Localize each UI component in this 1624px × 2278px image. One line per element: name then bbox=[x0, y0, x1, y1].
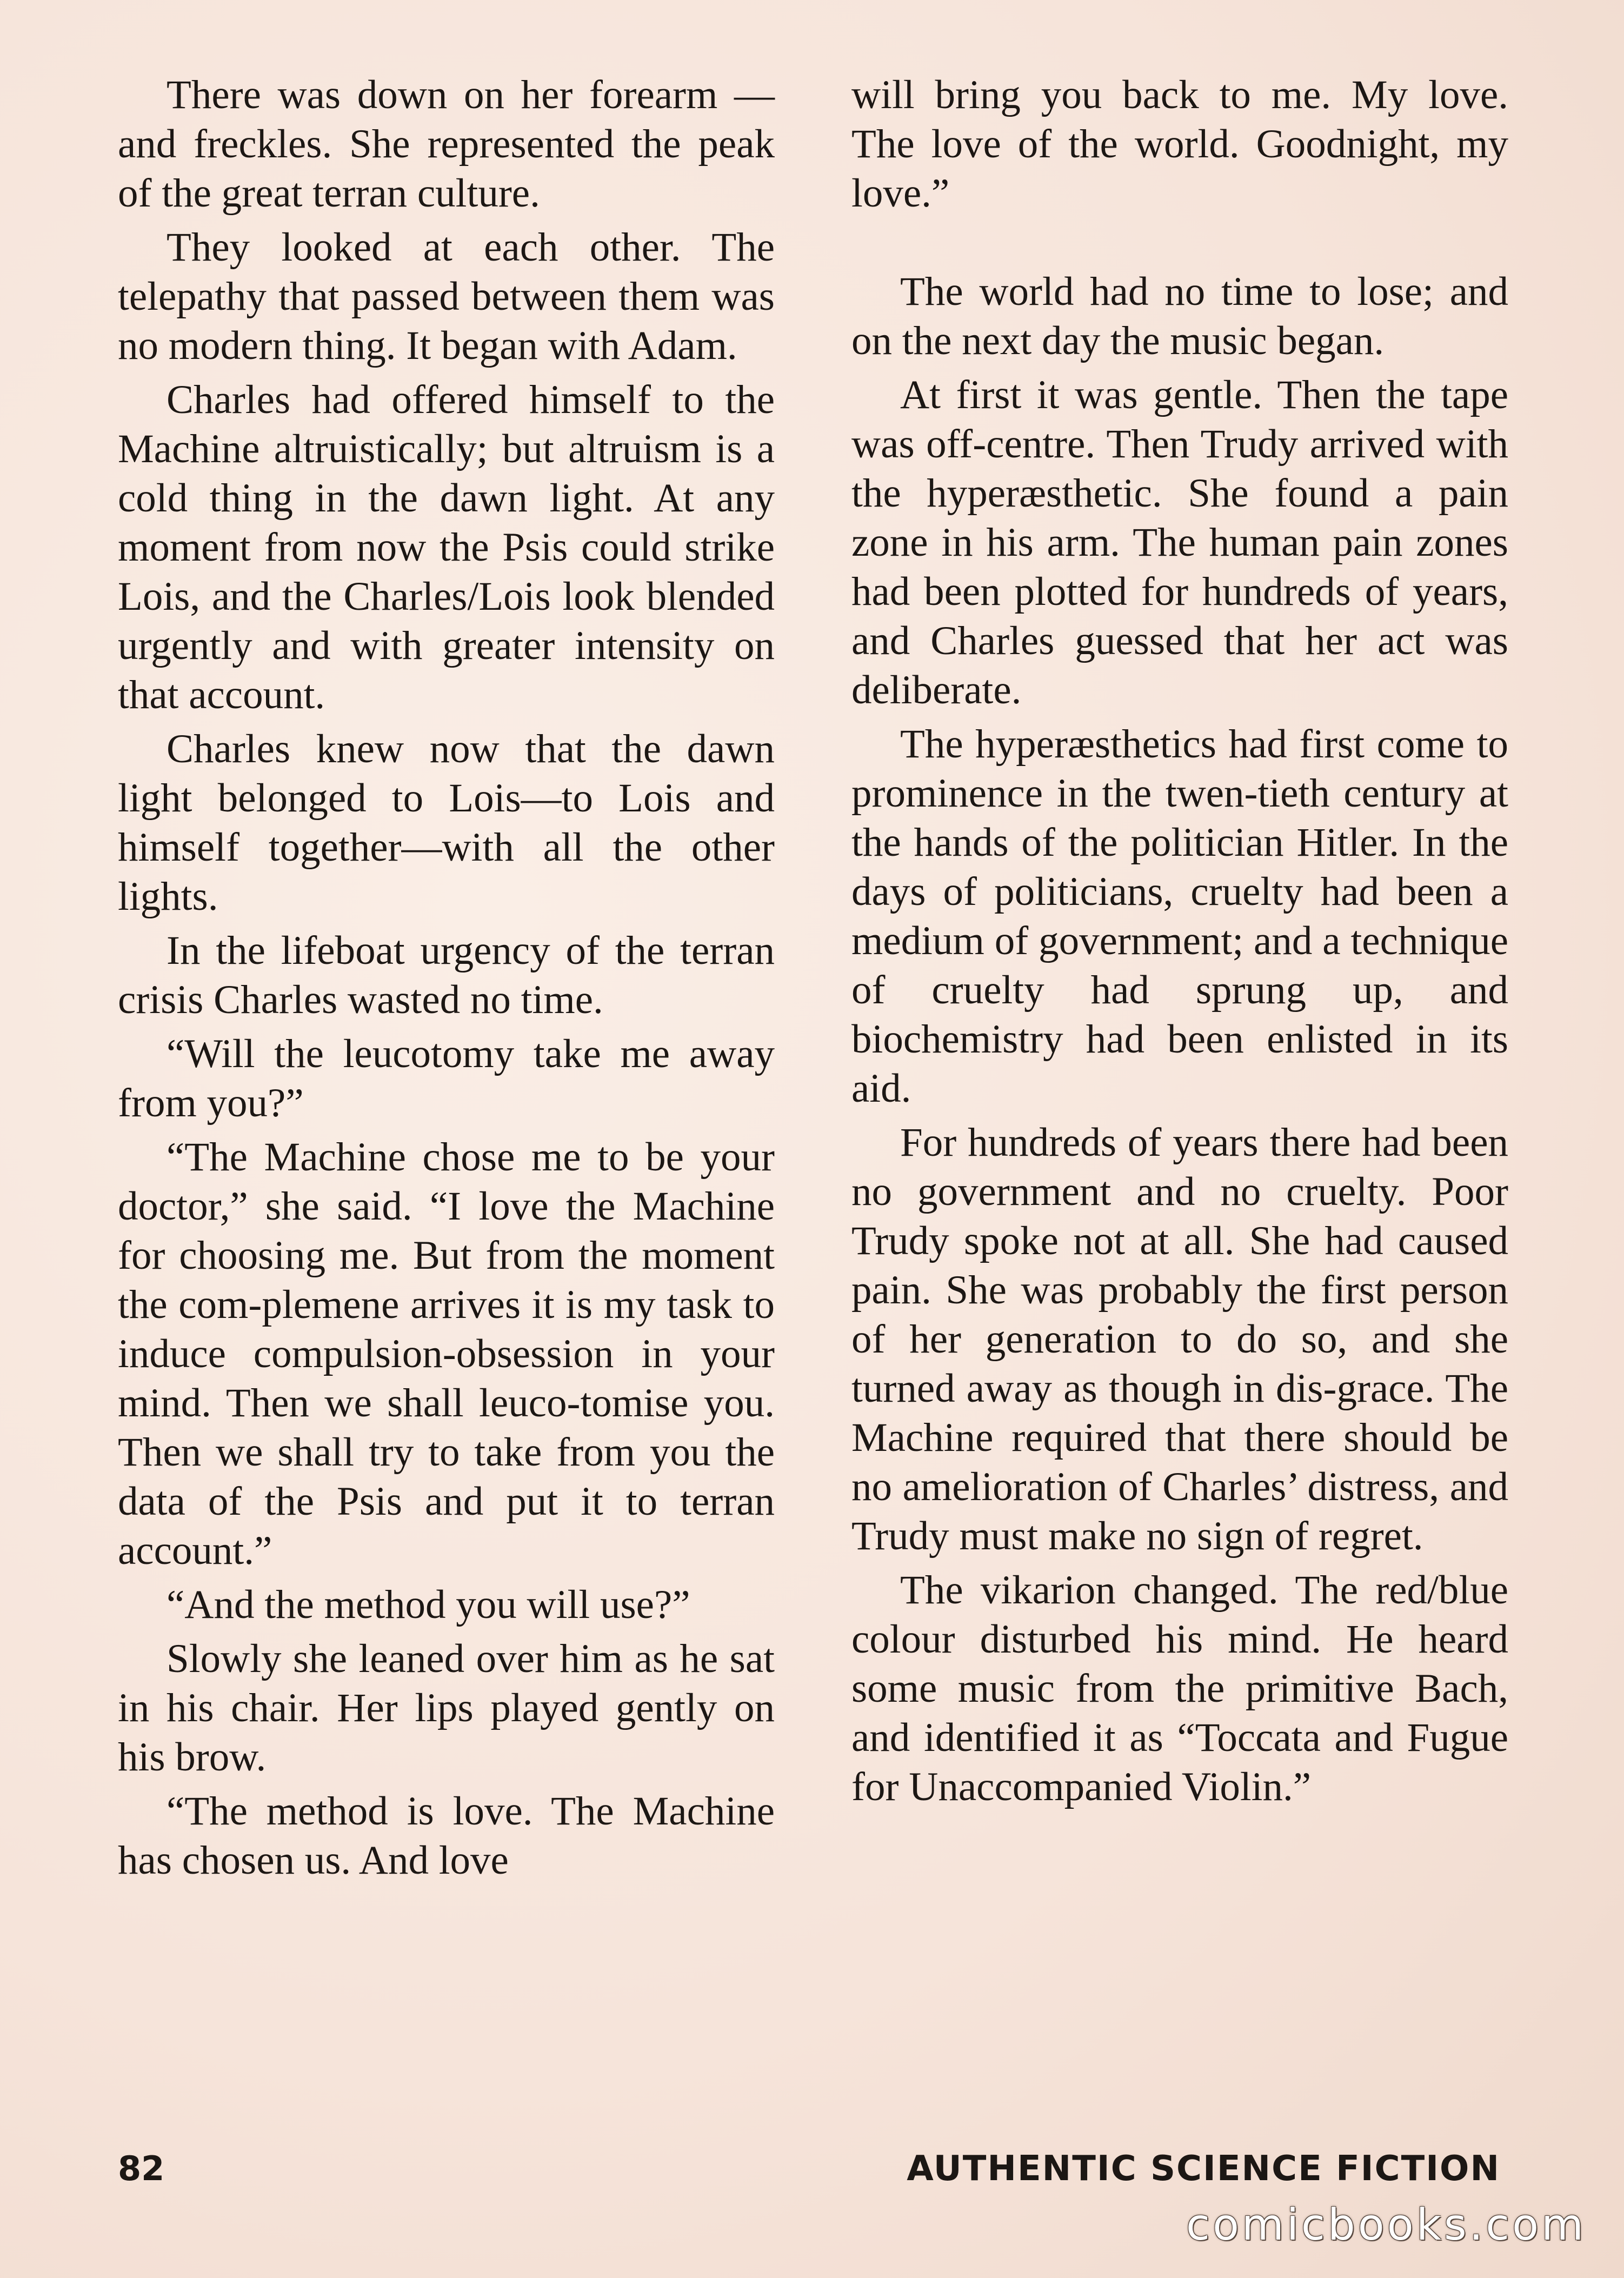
paragraph: Slowly she leaned over him as he sat in his chair. Her lips played gently on his brow. bbox=[118, 1636, 775, 1780]
paragraph: “Will the leucotomy take me away from you?” bbox=[118, 1031, 775, 1125]
paragraph: They looked at each other. The telepathy that passed between them was no modern thing. It began with Adam. bbox=[118, 225, 775, 368]
page-number: 82 bbox=[118, 2149, 165, 2188]
watermark: comicbooks.com bbox=[1186, 2200, 1586, 2250]
paragraph: The vikarion changed. The red/blue colour disturbed his mind. He heard some music from the primitive Bach, and identified it as “Toccata and Fugue for Unaccompanied Violin.” bbox=[851, 1568, 1508, 1809]
paragraph: “The Machine chose me to be your doctor,” she said. “I love the Machine for choosing me. But from the moment the com-plemene arrives it is my task to induce compulsion-obsession in your mind. Then we shall leuco-tomise you. Then we shall try to take from you the data of the Psis and put it to terran account.” bbox=[118, 1135, 775, 1573]
paragraph: The hyperæsthetics had first come to prominence in the twen-tieth century at the hands of the politician Hitler. In the days of politicians, cruelty had been a medium of government; and a technique of cruelty had sprung up, and biochemistry had been enlisted in its aid. bbox=[851, 722, 1508, 1111]
paragraph: Charles knew now that the dawn light belonged to Lois—to Lois and himself together—with all the other lights. bbox=[118, 727, 775, 919]
right-column bbox=[851, 70, 1508, 1816]
paragraph: Charles had offered himself to the Machine altruistically; but altruism is a cold thing in the dawn light. At any moment from now the Psis could strike Lois, and the Charles/Lois look blended urgently and with greater intensity on that account. bbox=[118, 377, 775, 717]
paragraph: In the lifeboat urgency of the terran crisis Charles wasted no time. bbox=[118, 928, 775, 1022]
magazine-title: AUTHENTIC SCIENCE FICTION bbox=[907, 2149, 1500, 2189]
paragraph: “The method is love. The Machine has chosen us. And love bbox=[118, 1789, 775, 1883]
left-column bbox=[118, 70, 775, 1890]
paragraph: will bring you back to me. My love. The love of the world. Goodnight, my love.” bbox=[851, 72, 1508, 216]
paragraph: At first it was gentle. Then the tape was off-centre. Then Trudy arrived with the hyperæsthetic. She found a pain zone in his arm. The human pain zones had been plotted for hundreds of years, and Charles guessed that her act was deliberate. bbox=[851, 372, 1508, 712]
paragraph: The world had no time to lose; and on the next day the music began. bbox=[851, 269, 1508, 363]
page-footer bbox=[118, 2147, 1500, 2196]
paragraph: There was down on her forearm —and freckles. She represented the peak of the great terran culture. bbox=[118, 72, 775, 216]
paragraph: For hundreds of years there had been no government and no cruelty. Poor Trudy spoke not at all. She had caused pain. She was probably the first person of her generation to do so, and she turned away as though in dis-grace. The Machine required that there should be no amelioration of Charles’ distress, and Trudy must make no sign of regret. bbox=[851, 1120, 1508, 1558]
paragraph: “And the method you will use?” bbox=[167, 1582, 690, 1627]
